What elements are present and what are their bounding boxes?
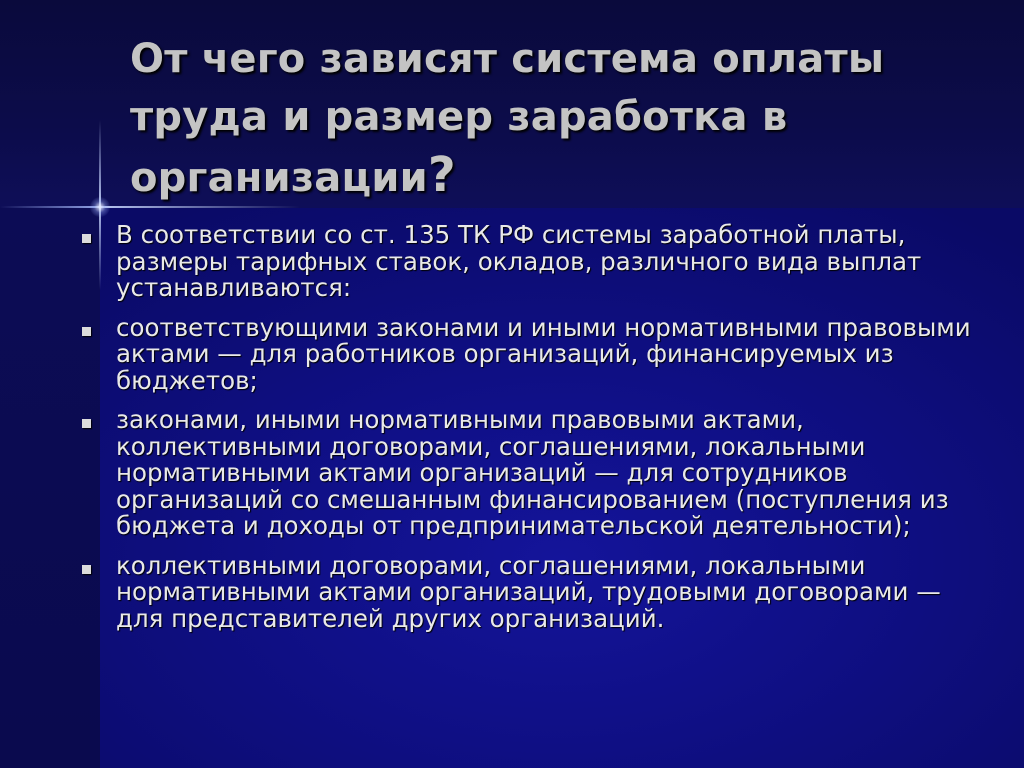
bullet-list [78,222,978,645]
bullet-item [78,222,978,302]
square-bullet-icon [82,419,91,428]
bullet-text: соответствующими законами и иными нормативными правовыми актами — для работников организаций, финансируемых из бюджетов; [116,312,971,395]
bullet-text: законами, иными нормативными правовыми актами, коллективными договорами, соглашениями, локальными нормативными актами организаций — для сотрудников организаций со смешанным финансированием (поступления из бюджета и доходы от предпринимательской деятельности); [116,405,949,540]
slide-title-question-mark: ? [427,147,456,203]
square-bullet-icon [82,565,91,574]
square-bullet-icon [82,327,91,336]
sparkle-icon [90,197,110,217]
slide-title [130,30,980,207]
square-bullet-icon [82,234,91,243]
bullet-text: коллективными договорами, соглашениями, локальными нормативными актами организаций, трудовыми договорами — для представителей других организаций. [116,550,941,633]
bullet-item [78,407,978,540]
slide-title-text: От чего зависят система оплаты труда и размер заработка в организации [130,36,885,201]
bullet-text: В соответствии со ст. 135 ТК РФ системы заработной платы, размеры тарифных ставок, окладов, различного вида выплат устанавливаются: [116,220,922,302]
bullet-item [78,550,978,633]
bullet-item [78,312,978,395]
